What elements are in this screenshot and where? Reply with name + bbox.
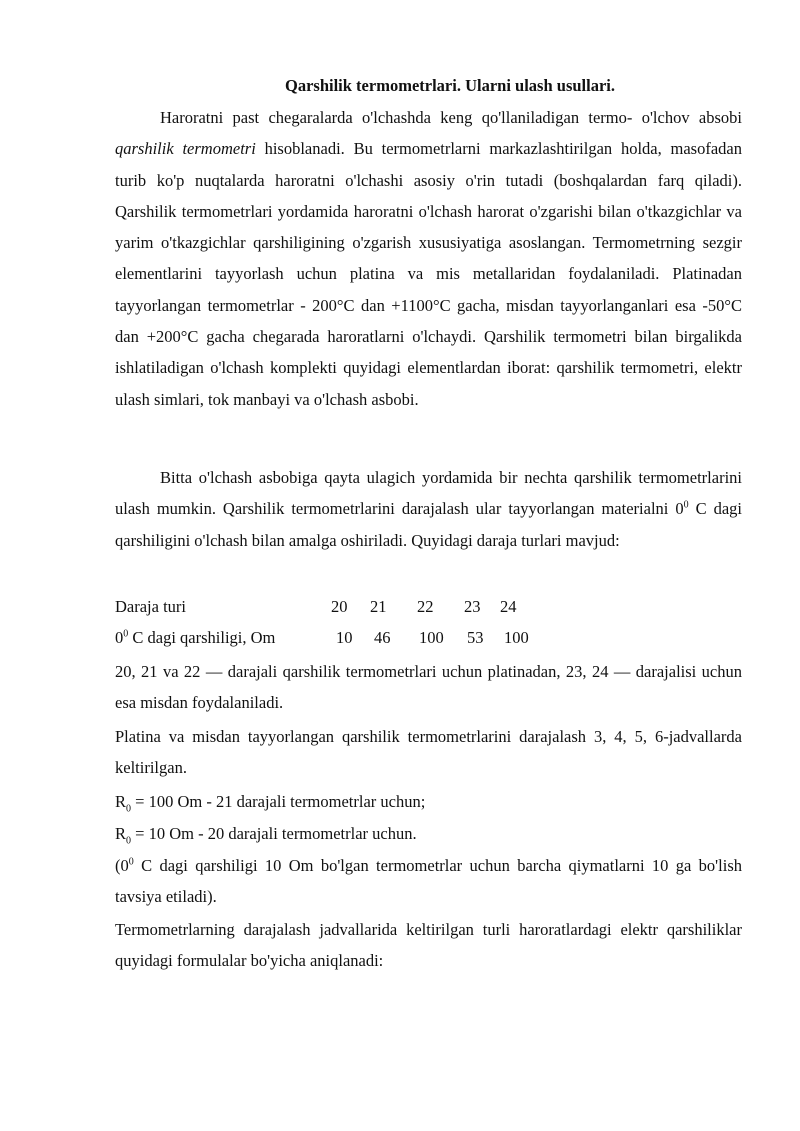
subscript: 0	[126, 835, 132, 847]
text-run: hisoblanadi. Bu termometrlarni markazlashtirilgan holda, masofadan turib ko'p nuqtalarda haroratni o'lchashi asosiy o'rin tutadi (boshqalardan farq qiladi). Qarshilik termometrlari yordamida haroratni o'lchash harorat o'zgarishi bilan o'tkazgichlar va yarim o'tkazgichlar qarshiligining o'zgarish xususiyatiga asoslangan. Termometrning sezgir elementlarini tayyorlash uchun platina va mis metallaridan foydalaniladi. Platinadan tayyorlangan termometrlar - 200°C dan +1100°C gacha, misdan tayyorlanganlari esa -50°C dan +200°C gacha chegarada haroratlarni o'lchaydi. Qarshilik termometri bilan birgalikda ishlatiladigan o'lchash komplekti quyidagi elementlardan iborat: qarshilik termometri, elektr ulash simlari, tok manbayi va o'lchash asbobi.	[115, 139, 742, 409]
text-run: C dagi qarshiligi, Om	[128, 628, 276, 647]
table-cell: 10	[336, 628, 353, 647]
table-cell: 21	[370, 597, 387, 616]
text-run: (0	[115, 856, 129, 875]
table-row-label: Daraja turi	[115, 597, 187, 616]
text-run: C dagi qarshiligini o'lchash bilan amalga oshiriladi. Quyidagi daraja turlari mavjud:	[115, 499, 742, 550]
superscript: 0	[123, 628, 129, 640]
table-row	[115, 597, 742, 617]
table-cell: 100	[419, 628, 444, 647]
emphasis-term: qarshilik termometri	[115, 139, 256, 159]
text-run: Haroratni past chegaralarda o'lchashda keng qo'llaniladigan termo- o'lchov absobi	[160, 108, 742, 127]
table-row-label	[115, 628, 275, 648]
text-run: R	[115, 792, 127, 811]
table-cell: 23	[464, 597, 481, 616]
paragraph-formulas-intro: Termometrlarning darajalash jadvallarida keltirilgan turli haroratlardagi elektr qarshiliklar quyidagi formulalar bo'yicha aniqlanadi:	[115, 920, 742, 971]
formula-line	[115, 818, 742, 849]
text-run: C dagi qarshiligi 10 Om bo'lgan termometrlar uchun barcha qiymatlarni 10 ga bo'lish tavsiya etiladi).	[115, 856, 742, 907]
formula-line	[115, 786, 742, 817]
table-cell: 22	[417, 597, 434, 616]
table-cell: 20	[331, 597, 348, 616]
paragraph-materials: 20, 21 va 22 — darajali qarshilik termometrlari uchun platinadan, 23, 24 — darajalisi uchun esa misdan foydalaniladi.	[115, 662, 742, 713]
text-run: = 100 Om - 21 darajali termometrlar uchun;	[131, 792, 426, 811]
table-cell: 46	[374, 628, 391, 647]
page-title: Qarshilik termometrlari. Ularni ulash usullari.	[285, 76, 615, 95]
paragraph-tables-ref: Platina va misdan tayyorlangan qarshilik termometrlarini darajalash 3, 4, 5, 6-jadvallarda keltirilgan.	[115, 727, 742, 778]
text-run: R	[115, 824, 127, 843]
table-row	[115, 628, 742, 648]
text-run: 0	[115, 628, 124, 647]
superscript: 0	[128, 856, 134, 868]
paragraph-intro	[115, 102, 742, 415]
superscript: 0	[683, 499, 689, 511]
subscript: 0	[126, 803, 132, 815]
table-cell: 24	[500, 597, 517, 616]
text-run: = 10 Om - 20 darajali termometrlar uchun.	[131, 824, 417, 843]
paragraph-calibration	[115, 462, 742, 556]
table-cell: 53	[467, 628, 484, 647]
paragraph-note	[115, 850, 742, 913]
text-run: Bitta o'lchash asbobiga qayta ulagich yordamida bir nechta qarshilik termometrlarini ulash mumkin. Qarshilik termometrlarini darajalash ular tayyorlangan materialni 0	[115, 468, 742, 519]
table-cell: 100	[504, 628, 529, 647]
